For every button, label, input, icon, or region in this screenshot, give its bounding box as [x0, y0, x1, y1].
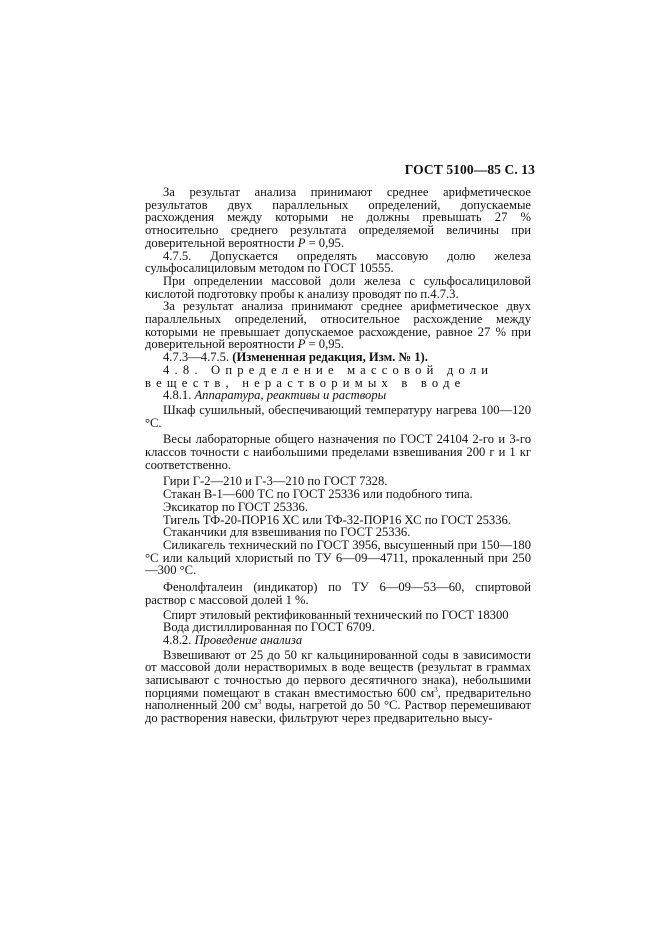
paragraph-amendment: 4.7.3—4.7.5. (Измененная редакция, Изм. № 1). [163, 350, 428, 365]
paragraph-procedure: Взвешивают от 25 до 50 кг кальцинированной соды в зависимости от массовой доли нерастворимых в воде веществ (результат в граммах записывают с точностью до первого десятичного знака), небольшими порциями помещают в стакан вместимостью 600 $см^3$, предварительно наполненный 200 $см^3$ воды, нагретой до 50 °С. Раствор перемешивают до растворения навески, фильтруют через предварительно высу- [145, 647, 531, 726]
item-beaker: Стакан В-1—600 ТС по ГОСТ 25336 или подобного типа. [163, 487, 473, 502]
item-distilled-water: Вода дистиллированная по ГОСТ 6709. [163, 620, 375, 635]
subsection-heading-4-8-1: 4.8.1. Аппаратура, реактивы и растворы [163, 388, 387, 403]
body-text [145, 186, 531, 725]
item-scales: Весы лабораторные общего назначения по ГОСТ 24104 2-го и 3-го классов точности с наибольшими пределами взвешивания 200 г и 1 кг соответственно. [145, 432, 531, 472]
paragraph-4-7-5: 4.7.5. Допускается определять массовую долю железа сульфосалициловым методом по ГОСТ 10555. [145, 248, 531, 276]
item-silica-gel: Силикагель технический по ГОСТ 3956, высушенный при 150—180 °С или кальций хлористый по ТУ 6—09—4711, прокаленный при 250—300 °С. [145, 537, 531, 578]
item-drying-cabinet: Шкаф сушильный, обеспечивающий температуру нагрева 100—120 °С. [145, 402, 531, 430]
subsection-heading-4-8-2: 4.8.2. Проведение анализа [163, 632, 303, 647]
item-crucible: Тигель ТФ-20-ПОР16 ХС или ТФ-32-ПОР16 ХС по ГОСТ 25336. [163, 512, 511, 527]
item-weighing-bottles: Стаканчики для взвешивания по ГОСТ 25336. [163, 525, 411, 540]
item-phenolphthalein: Фенолфталеин (индикатор) по ТУ 6—09—53—60, спиртовой раствор с массовой долей 1 %. [145, 580, 531, 607]
item-ethanol: Спирт этиловый ректификованный технический по ГОСТ 18300 [163, 607, 509, 622]
paragraph-result-sulfosalicylic: За результат анализа принимают среднее арифметическое двух параллельных определений, относительное расхождение между которыми не превышает допускаемое расхождение, равное 27 % при доверительной вероятности P = 0,95. [145, 299, 531, 352]
item-desiccator: Эксикатор по ГОСТ 25336. [163, 499, 308, 514]
paragraph-sample-prep: При определении массовой доли железа с сульфосалициловой кислотой подготовку пробы к анализу проводят по п.4.7.3. [145, 273, 531, 301]
page-header: ГОСТ 5100—85 С. 13 [404, 162, 535, 177]
section-heading-4-8: 4.8. Определение массовой доли веществ, нерастворимых в воде [145, 362, 494, 390]
paragraph-result-iron: За результат анализа принимают среднее арифметическое результатов двух параллельных определений, допускаемые расхождения между которыми не должны превышать 27 % относительно среднего результата определяемой величины при доверительной вероятности P = 0,95. [145, 185, 531, 250]
item-weights: Гири Г-2—210 и Г-3—210 по ГОСТ 7328. [163, 474, 388, 489]
